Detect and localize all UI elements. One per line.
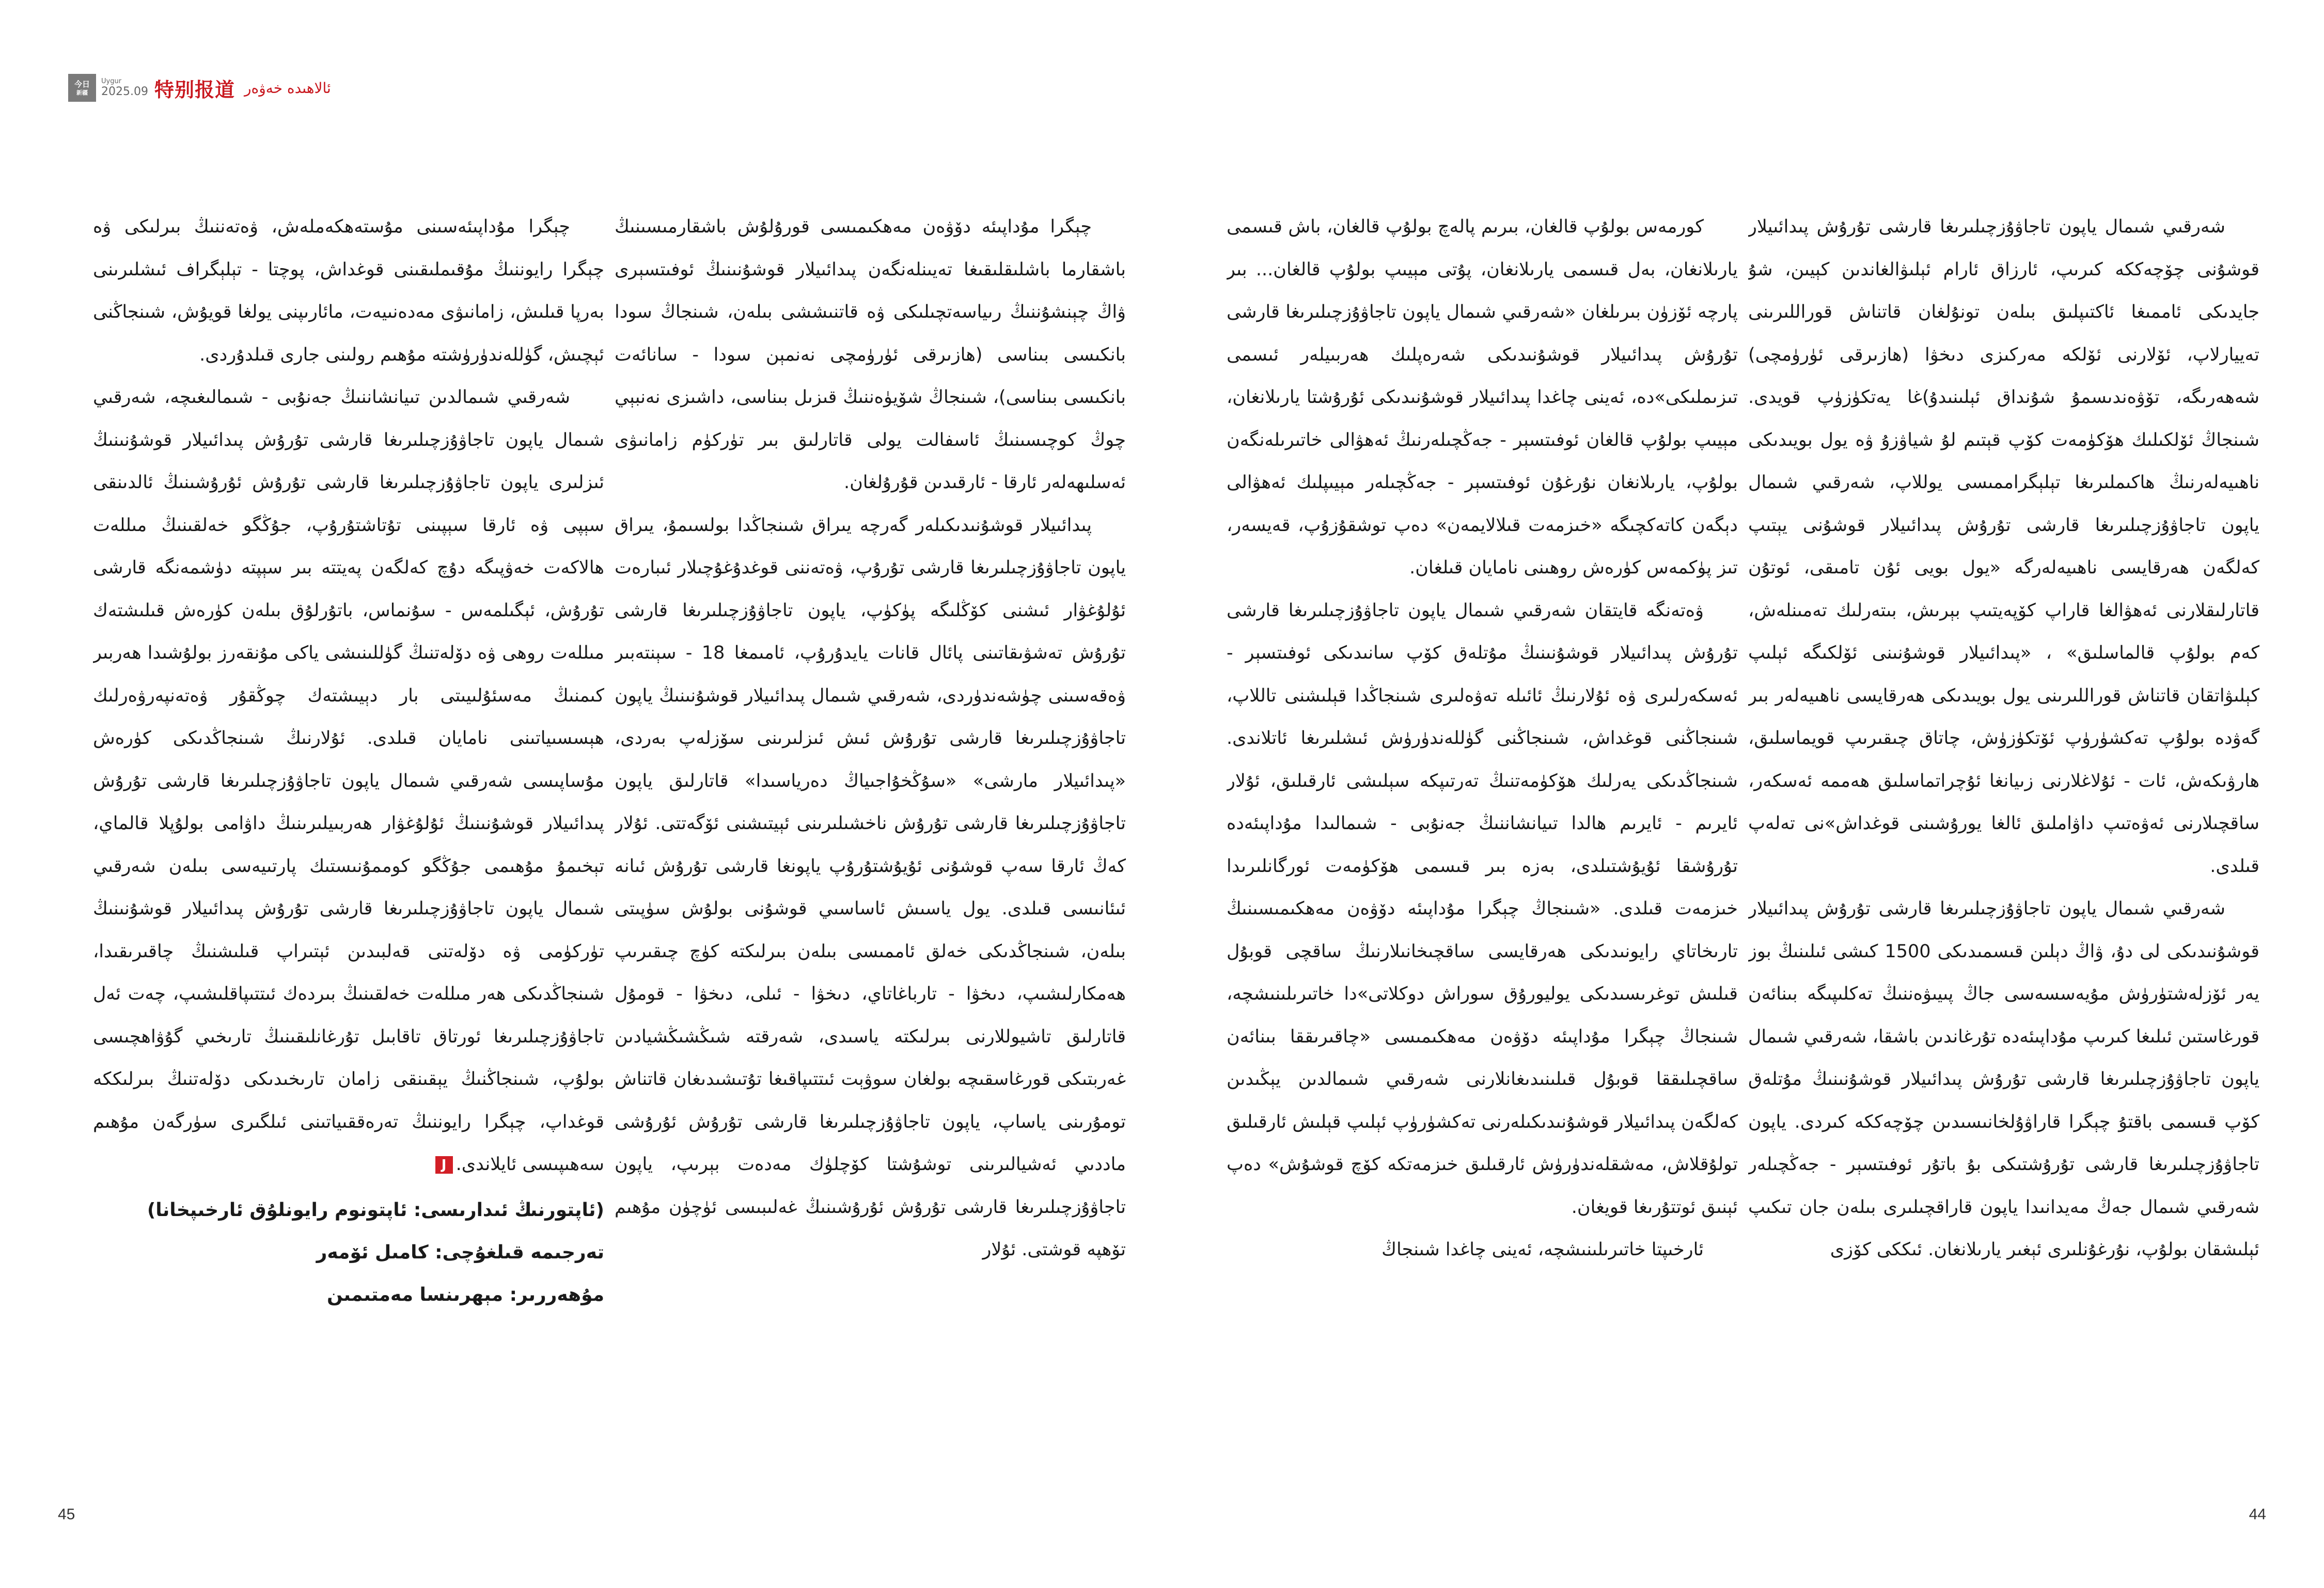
article-column-1 xyxy=(1748,206,2259,1494)
paragraph: چېگرا مۇداپىئە دۆۋەن مەھكىمىسى قورۇلۇش باشقارمىسىنىڭ باشقارما باشلىقلىقىغا تەيىنلەنگەن پىدائىيلار قوشۇنىنىڭ ئوفىتسېرى ۋاڭ چېنشۇننىڭ رىياسەتچىلىكى ۋە قاتنىششى بىلەن، شىنجاڭ سودا بانكىسى بىناسى (ھازىرقى ئۈرۈمچى نەنمېن سودا - سانائەت بانكىسى بىناسى)، شىنجاڭ شۆيۈەننىڭ قىزىل بىناسى، داشىزى نەنبېي چوڭ كوچىسىنىڭ ئاسفالت يولى قاتارلىق بىر تۈركۈم زامانىۋى ئەسلىھەلەر ئارقا - ئارقىدىن قۇرۇلغان. xyxy=(615,216,1126,493)
paragraph: ۋەتەنگە قايتقان شەرقىي شىمال ياپون تاجاۋۇزچىلىرىغا قارشى تۇرۇش پىدائىيلار قوشۇنىنىڭ مۇتلەق كۆپ سانىدىكى ئوفىتسېر - ئەسكەرلىرى ۋە ئۇلارنىڭ ئائىلە تەۋەلىرى شىنجاڭدا قېلىشنى تاللاپ، شىنجاڭنى قوغداش، شىنجاڭنى گۈللەندۈرۈش ئىشلىرىغا ئاتلاندى. شىنجاڭدىكى يەرلىك ھۆكۈمەتنىڭ تەرتىپكە سېلىشى ئارقىلىق، ئۇلار ئايرىم - ئايرىم ھالدا تىيانشاننىڭ جەنۇبى - شىمالىدا مۇداپىئەدە تۇرۇشقا ئۇيۇشتىلدى، بەزە بىر قىسمى ھۆكۈمەت ئورگانلىرىدا خىزمەت قىلدى. «شىنجاڭ چېگرا مۇداپىئە دۆۋەن مەھكىمىسىنىڭ تارىخاتاي رايونىدىكى ھەرقايسى ساقچىخانىلارنىڭ ساقچى قوبۇل قىلىش توغرىسىدىكى يوليورۇق سوراش دوكلاتى»دا خاتىرىلىنىشچە، شىنجاڭ چېگرا مۇداپىئە دۆۋەن مەھكىمىسى «چاقىرىققا بىنائەن ساقچىلىققا قوبۇل قىلىنىدىغانلارنى شەرقىي شىمالدىن يېڭىدىن كەلگەن پىدائىيلار قوشۇنىدىكىلەرنى تەكشۈرۈپ ئېلىپ قېلىش ئارقىلىق تولۇقلاش، مەشقلەندۈرۈش ئارقىلىق خىزمەتكە كۆچ قوشۇش» دەپ ئېنىق ئوتتۇرىغا قويغان. xyxy=(1227,600,1738,1218)
page-number-right: 44 xyxy=(2249,1506,2266,1523)
section-title-uyghur: ئالاھىدە خەۋەر xyxy=(244,79,331,97)
paragraph xyxy=(93,376,604,1186)
paragraph: كورمەس بولۇپ قالغان، بىرىم پالەچ بولۇپ قالغان، باش قىسمى يارىلانغان، بەل قىسمى يارىلانغان، پۇتى مېيىپ بولۇپ قالغان... بىر پارچە ئۆزۈن بىرىلغان «شەرقىي شىمال ياپون تاجاۋۇزچىلىرىغا قارشى تۇرۇش پىدائىيلار قوشۇنىدىكى شەرەپلىك ھەربىيلەر ئىسمى تىزىملىكى»دە، ئەينى چاغدا پىدائىيلار قوشۇنىدىكى ئۇرۇشتا يارىلانغان، مېيىپ بولۇپ قالغان ئوفىتسېر - جەڭچىلەرنىڭ ئەھۋالى خاتىرىلەنگەن بولۇپ، يارىلانغان نۇرغۇن ئوفىتسېر - جەڭچىلەر مېيىپلىك ئەھۋالى دېگەن كاتەكچىگە «خىزمەت قىلالايمەن» دەپ توشقۇزۇپ، قەيسەر، تىز پۈكمەس كۈرەش روھىنى نامايان قىلغان. xyxy=(1227,216,1738,578)
paragraph: پىدائىيلار قوشۇنىدىكىلەر گەرچە يىراق شىنجاڭدا بولسىمۇ، يىراق ياپون تاجاۋۇزچىلىرىغا قارشى تۇرۇپ، ۋەتەننى قوغدۇغۇچىلار ئىبارەت ئۇلۇغۋار ئىشنى كۆڭلىگە پۈكۈپ، ياپون تاجاۋۇزچىلىرىغا قارشى تۇرۇش تەشۋىقاتىنى پائال قانات يايدۇرۇپ، ئامىمغا 18 - سېنتەبىر ۋەقەسىنى چۈشەندۈردى، شەرقىي شىمال پىدائىيلار قوشۇنىنىڭ ياپون تاجاۋۇزچىلىرىغا قارشى تۇرۇش ئىش ئىزلىرىنى سۆزلەپ بەردى، «پىدائىيلار مارشى» «سۇڭخۇاجىياڭ دەرياسىدا» قاتارلىق ياپون تاجاۋۇزچىلىرىغا قارشى تۇرۇش ناخشىلىرىنى ئېيتىشنى ئۆگەتتى. ئۇلار كەڭ ئارقا سەپ قوشۇنى ئۇيۇشتۇرۇپ ياپونغا قارشى تۇرۇش ئىانە ئىئانىسى قىلدى. يول ياسىش ئاساسىي قوشۇنى بولۇش سۈپىتى بىلەن، شىنجاڭدىكى خەلق ئاممىسى بىلەن بىرلىكتە كۈچ چىقىرىپ ھەمكارلىشىپ، دىخۋا - تارباغاتاي، دىخۋا - ئىلى، دىخۋا - قومۇل قاتارلىق تاشيوللارنى بىرلىكتە ياسىدى، شەرقتە شىڭشىڭشيادىن غەربتىكى قورغاسقىچە بولغان سوۋېت ئىتتىپاقىغا تۇتىشىدىغان قاتناش تومۇرىنى ياساپ، ياپون تاجاۋۇزچىلىرىغا قارشى تۇرۇش ئۇرۇشى ماددىي ئەشيالىرىنى توشۇشتا كۆچلۈك مەدەت بېرىپ، ياپون تاجاۋۇزچىلىرىغا قارشى تۇرۇش ئۇرۇشىنىڭ غەلىبىسى ئۈچۈن مۇھىم تۆھپە قوشتى. ئۇلار xyxy=(615,515,1126,1260)
masthead xyxy=(68,71,331,104)
logo-top-text: 今日 xyxy=(74,80,90,89)
article-credits xyxy=(93,1189,604,1316)
end-of-article-mark: J xyxy=(435,1156,453,1174)
translator-credit: تەرجىمە قىلغۇچى: كامىل ئۆمەر xyxy=(316,1241,604,1263)
paragraph: شەرقىي شىمال ياپون تاجاۋۇزچىلىرىغا قارشى تۇرۇش پىدائىيلار قوشۇنى چۆچەككە كىرىپ، ئارزاق ئارام ئېلىۋالغاندىن كېيىن، شۇ جايدىكى ئاممىغا ئاكتىپلىق بىلەن تونۇلغان قاتناش قوراللىرىنى تەييارلاپ، ئۆلارنى ئۆلكە مەركىزى دىخۋا (ھازىرقى ئۈرۈمچى) شەھەرىگە، تۆۋەندىسمۇ شۇنداق ئېلىنىدۇ)غا يەتكۈزۈپ قويدى. شىنجاڭ ئۆلكىلىك ھۆكۈمەت كۆپ قېتىم لۇ شياۋزۇ ۋە يول بويىدىكى ناھىيەلەرنىڭ ھاكىملىرىغا تېلېگراممىسى يوللاپ، شەرقىي شىمال ياپون تاجاۋۇزچىلىرىغا قارشى تۇرۇش پىدائىيلار قوشۇنى يېتىپ كەلگەن ھەرقايسى ناھىيەلەرگە «يول بويى ئۇن تامىقى، ئوتۇن قاتارلىقلارنى ئەھۋالغا قاراپ كۆپەيتىپ بېرىش، بىتەرلىك تەمىنلەش، كەم بولۇپ قالماسلىق» ، «پىدائىيلار قوشۇنىنى ئۆلكىگە ئېلىپ كېلىۋاتقان قاتناش قوراللىرىنى يول بويىدىكى ھەرقايسى ناھىيەلەر بىر گەۋدە بولۇپ تەكشۈرۈپ ئۆتكۈزۈش، چاتاق چىقىرىپ قويماسلىق، ھارۋىكەش، ئات - ئۇلاغلارنى زىيانغا ئۇچراتماسلىق ھەممە ئەسكەر، ساقچىلارنى ئەۋەتىپ داۋاملىق ئالغا يورۇشىنى قوغداش»نى تەلەپ قىلدى. xyxy=(1748,216,2259,877)
paragraph: چېگرا مۇداپىئەسىنى مۇستەھكەملەش، ۋەتەننىڭ بىرلىكى ۋە چېگرا رايوننىڭ مۇقىملىقىنى قوغداش، پوچتا - تېلېگراف ئىشلىرىنى بەرپا قىلىش، زامانىۋى مەدەنىيەت، مائارىپنى يولغا قويۇش، شىنجاڭنى ئېچىش، گۈللەندۈرۈشتە مۇھىم رولىنى جارى قىلدۇردى. xyxy=(93,216,604,365)
page-number-left: 45 xyxy=(58,1506,75,1523)
issue-date: 2025.09 xyxy=(101,85,148,98)
editor-credit: مۇھەررىر: مېھرىنسا مەمتىمىن xyxy=(326,1284,604,1305)
masthead-meta xyxy=(101,77,148,99)
article-column-2 xyxy=(1227,206,1738,1494)
article-column-4 xyxy=(93,206,604,1494)
logo-bottom-text: 新疆 xyxy=(76,89,88,96)
edition-badge: Uygur xyxy=(101,77,122,85)
paragraph: ئارخىپتا خاتىرىلىنىشچە، ئەينى چاغدا شىنجاڭ xyxy=(1381,1239,1704,1260)
section-title-chinese: 特别报道 xyxy=(154,78,235,101)
paragraph: شەرقىي شىمال ياپون تاجاۋۇزچىلىرىغا قارشى تۇرۇش پىدائىيلار قوشۇنىدىكى لى دۇ، ۋاڭ دېلىن قىسمىدىكى 1500 كىشى ئىلىنىڭ بوز يەر ئۆزلەشتۈرۈش مۇيەسسەسى جاڭ پىيىۋەننىڭ تەكلىپىگە بىنائەن قورغاستىن ئىلىغا كىرىپ مۇداپىئەدە تۇرغاندىن باشقا، شەرقىي شىمال ياپون تاجاۋۇزچىلىرىغا قارشى تۇرۇش پىدائىيلار قوشۇنىنىڭ مۇتلەق كۆپ قىسمى باقتۇ چېگرا قاراۋۇلخانىسىدىن چۆچەككە كىردى. ياپون تاجاۋۇزچىلىرىغا قارشى تۇرۇشتىكى بۇ باتۇر ئوفىتسېر - جەڭچىلەر شەرقىي شىمال جەڭ مەيدانىدا ياپون قاراقچىلىرى بىلەن جان تىكىپ ئېلىشقان بولۇپ، نۇرغۇنلىرى ئېغىر يارىلانغان. ئىككى كۆزى xyxy=(1748,898,2259,1260)
magazine-logo xyxy=(68,74,96,102)
article-column-3 xyxy=(615,206,1126,1494)
author-affiliation: (ئاپتورنىڭ ئىدارىسى: ئاپتونوم رايونلۇق ئارخىپخانا) xyxy=(147,1199,604,1221)
paragraph-text: شەرقىي شىمالدىن تىيانشاننىڭ جەنۇبى - شىمالىغىچە، شەرقىي شىمال ياپون تاجاۋۇزچىلىرىغا قارشى تۇرۇش پىدائىيلار قوشۇنىنىڭ ئىزلىرى ياپون تاجاۋۇزچىلىرىغا قارشى تۇرۇش ئۇرۇشىنىڭ ئالدىنقى سېپى ۋە ئارقا سېپىنى تۇتاشتۇرۇپ، جۇڭگو خەلقىنىڭ مىللەت ھالاكەت خەۋپىگە دۇچ كەلگەن پەيتتە بىر سېپتە دۈشمەنگە قارشى تۇرۇش، ئېگىلمەس - سۇنماس، باتۇرلۇق بىلەن كۈرەش قىلىشتەك مىللەت روھى ۋە دۆلەتنىڭ گۈللىنىشى ياكى مۇنقەرز بولۇشىدا ھەربىر كىمنىڭ مەسئۇلىيىتى بار دېيىشتەك چوڭقۇر ۋەتەنپەرۋەرلىك ھېسسىياتىنى نامايان قىلدى. ئۇلارنىڭ شىنجاڭدىكى كۈرەش مۇساپىسى شەرقىي شىمال ياپون تاجاۋۇزچىلىرىغا قارشى تۇرۇش پىدائىيلار قوشۇنىنىڭ ئۇلۇغۋار ھەربىيلىرىنىڭ داۋامى بولۇپلا قالماي، تېخىمۇ مۇھىمى جۇڭگو كوممۇنىستىك پارتىيەسى بىلەن شەرقىي شىمال ياپون تاجاۋۇزچىلىرىغا قارشى تۇرۇش پىدائىيلار قوشۇنىنىڭ تۈركۈمى ۋە دۆلەتنى قەلبىدىن ئېتىراپ قىلىشنىڭ چاقىرىقىدا، شىنجاڭدىكى ھەر مىللەت خەلقىنىڭ بىردەك ئىتتىپاقلىشىپ، چەت ئەل تاجاۋۇزچىلىرىغا ئورتاق تاقابىل تۇرغانلىقىنىڭ تارىخىي گۇۋاھچىسى بولۇپ، شىنجاڭنىڭ يېقىنقى زامان تارىخىدىكى دۆلەتنىڭ بىرلىككە قوغداپ، چېگرا رايوننىڭ تەرەققىياتىنى ئىلگىرى سۈرگەن مۇھىم سەھىپىسى ئايلاندى. xyxy=(93,387,604,1175)
